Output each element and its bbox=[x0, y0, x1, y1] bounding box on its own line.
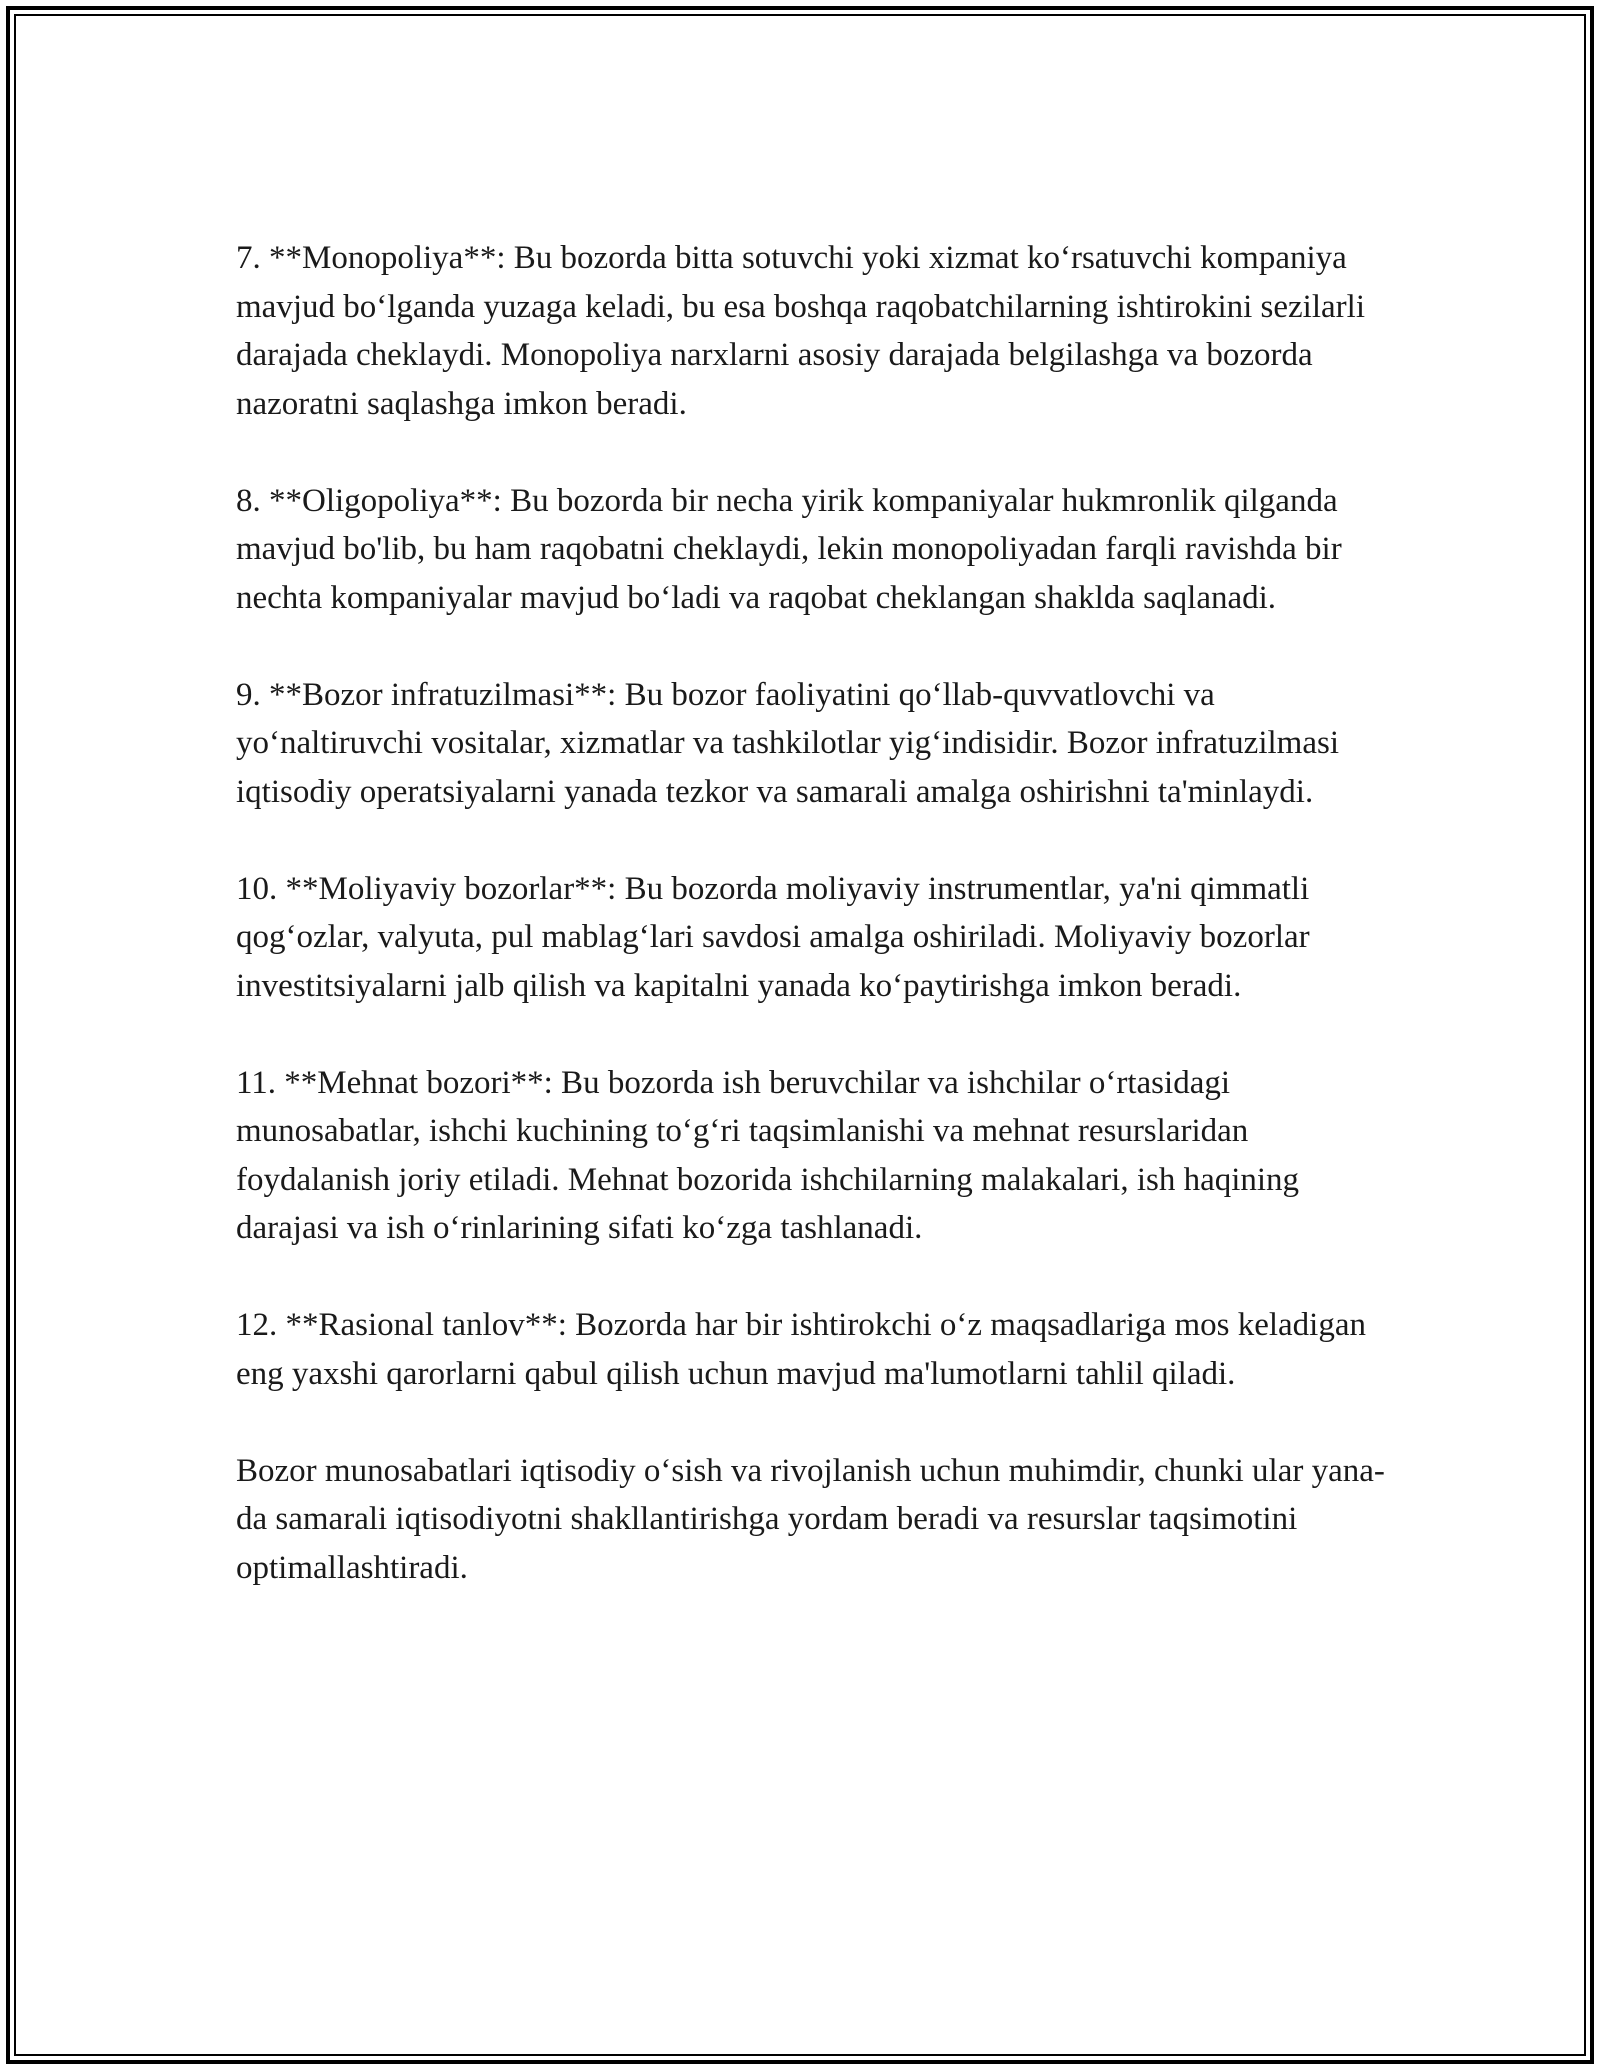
paragraph-rasional-tanlov: 12. **Rasional tanlov**: Bozorda har bir ishtirokchi oʻz maqsadlariga mos keladigan eng yaxshi qarorlarni qabul qilish uchun mavjud ma'lumotlarni tahlil qiladi. bbox=[236, 1307, 1366, 1392]
paragraph-bozor-infratuzilmasi: 9. **Bozor infratuzilmasi**: Bu bozor faoliyatini qoʻllab-quvvatlovchi va yoʻnaltiruvchi vositalar, xizmatlar va tashkilotlar yigʻindisidir. Bozor infratuzilmasi iqtisodiy operatsiyalarni yanada tezkor va samarali amalga oshirishni ta'minlaydi. bbox=[236, 676, 1339, 810]
document-body bbox=[236, 234, 1386, 1641]
paragraph-monopoliya: 7. **Monopoliya**: Bu bozorda bitta sotuvchi yoki xizmat koʻrsatuvchi kompaniya mavjud boʻlganda yuzaga keladi, bu esa boshqa raqobatchilarning ishtirokini sezilarli darajada cheklaydi. Monopoliya narxlarni asosiy darajada belgilashga va bozorda nazoratni saqlashga imkon beradi. bbox=[236, 240, 1365, 422]
paragraph-oligopoliya: 8. **Oligopoliya**: Bu bozorda bir necha yirik kompaniyalar hukmronlik qilganda mavjud bo'lib, bu ham raqobatni cheklaydi, lekin monopoliyadan farqli ravishda bir nechta kompaniyalar mavjud boʻladi va raqobat cheklangan shaklda saqlanadi. bbox=[236, 482, 1342, 616]
paragraph-moliyaviy-bozorlar: 10. **Moliyaviy bozorlar**: Bu bozorda moliyaviy instrumentlar, ya'ni qimmatli qogʻozlar, valyuta, pul mablagʻlari savdosi amalga oshiriladi. Moliyaviy bozorlar investitsiyalarni jalb qilish va kapitalni yanada koʻpaytirishga imkon beradi. bbox=[236, 870, 1310, 1004]
paragraph-mehnat-bozori: 11. **Mehnat bozori**: Bu bozorda ish beruvchilar va ishchilar oʻrtasidagi munosabatlar, ishchi kuchining toʻgʻri taqsimlanishi va mehnat resurslaridan foydalanish joriy etiladi. Mehnat bozorida ishchilarning malakalari, ish haqining darajasi va ish oʻrinlarining sifati koʻzga tashlanadi. bbox=[236, 1064, 1300, 1246]
paragraph-conclusion: Bozor munosabatlari iqtisodiy oʻsish va rivojlanish uchun muhimdir, chunki ular yana-da samarali iqtisodiyotni shakllantirishga yordam beradi va resurslar taqsimotini optimallashtiradi. bbox=[236, 1452, 1385, 1586]
